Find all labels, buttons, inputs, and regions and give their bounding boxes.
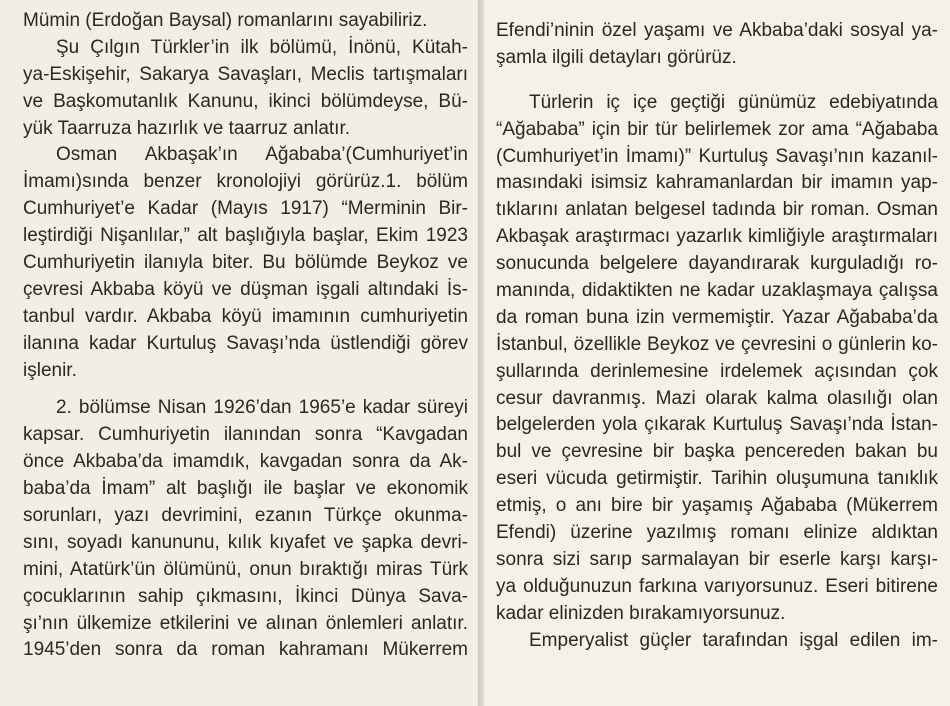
text-line: Efendi) üzerine yazılmış romanı elinize aldıktan [496, 522, 938, 544]
text-line: sonucunda belgelere dayandırarak kurguladığı ro- [496, 253, 938, 275]
text-line: Akbaşak araştırmacı yazarlık kimliğiyle araştırmaları [496, 226, 938, 248]
text-line: İstanbul, özellikle Beykoz ve çevresini o günlerin ko- [496, 333, 938, 355]
right-text-column [484, 0, 950, 654]
text-line: yük Taarruza hazırlık ve taarruz anlatır. [23, 117, 351, 139]
text-line: ve Başkomutanlık Kanunu, ikinci bölümdeyse, Bü- [23, 90, 468, 112]
text-line: tıklarını anlatan belgesel tadında bir roman. Osman [496, 199, 938, 221]
text-line: kapsar. Cumhuriyetin ilanından sonra “Kavgadan [23, 424, 468, 446]
text-line: işlenir. [23, 359, 77, 381]
text-line: İmamı)sında benzer kronolojiyi görürüz.1. bölüm [23, 171, 468, 193]
text-line: masındaki isimsiz kahramanlardan bir imamın yap- [496, 172, 938, 194]
text-line: sonra sizi sarıp sarmalayan bir eserle karşı karşı- [496, 548, 938, 570]
text-line: ilanına kadar Kurtuluş Savaşı’nda üstlendiği görev [23, 332, 468, 354]
text-line: Efendi’ninin özel yaşamı ve Akbaba’daki sosyal ya- [496, 20, 938, 41]
text-line: Emperyalist güçler tarafından işgal edilen im- [529, 629, 938, 651]
text-line: da roman buna izin vermemiştir. Yazar Ağababa’da [496, 306, 938, 328]
text-line: belgelerden yola çıkarak Kurtuluş Savaşı’nda İstan- [496, 414, 938, 436]
text-line: eseri vücuda getirmiştir. Tarihin oluşumuna tanıklık [496, 468, 938, 490]
text-line: etmiş, o anı bire bir yaşamış Ağababa (Mükerrem [496, 495, 938, 517]
left-text-column [0, 0, 478, 664]
text-line: (Cumhuriyet’in İmamı)” Kurtuluş Savaşı’nın kazanıl- [496, 145, 938, 167]
text-line: “Ağababa” için bir tür belirlemek zor ama “Ağababa [496, 118, 938, 140]
paragraph-gap [496, 72, 938, 90]
text-line: tanbul vardır. Akbaba köyü imamının cumhuriyetin [23, 305, 468, 327]
text-line: ya olduğunuzun farkına varıyorsunuz. Eseri bitirene [496, 575, 938, 597]
text-line: baba’da İmam” alt başlığı ile başlar ve ekonomik [23, 478, 468, 500]
text-line: sını, soyadı kanununu, kılık kıyafet ve şapka devri- [23, 531, 468, 553]
text-line: 2. bölümse Nisan 1926’dan 1965’e kadar süreyi [56, 397, 468, 419]
text-line: mini, Atatürk’ün ölümünü, onun bıraktığı miras Türk [23, 558, 468, 580]
text-line: Türlerin iç içe geçtiği günümüz edebiyatında [529, 91, 938, 113]
text-line: önce Akbaba’da imamdık, kavgadan sonra da Ak- [23, 451, 468, 473]
text-line: cesur davranmış. Mazi olarak kalma olasılığı olan [496, 387, 938, 409]
text-line: Cumhuriyetin ilanıyla biter. Bu bölümde Beykoz ve [23, 252, 468, 274]
text-line: bul ve çevresine bir başka pencereden bakan bu [496, 441, 938, 463]
text-line: 1945’den sonra da roman kahramanı Mükerrem [23, 639, 468, 661]
text-line: şamla ilgili detayları görürüz. [496, 46, 737, 68]
text-line: manında, didaktikten ne kadar uzaklaşmaya çalışsa [496, 280, 938, 302]
text-line: leştirdiği Nişanlılar,” alt başlığıyla başlar, Ekim 1923 [23, 225, 468, 247]
text-line: Şu Çılgın Türkler’in ilk bölümü, İnönü, Kütah- [56, 36, 468, 58]
paragraph-gap [23, 384, 468, 395]
text-line: Cumhuriyet’e Kadar (Mayıs 1917) “Merminin Bir- [23, 198, 468, 220]
text-line: şullarında derinlemesine irdelemek açısından çok [496, 360, 938, 382]
text-line: Osman Akbaşak’ın Ağababa’(Cumhuriyet’in [56, 144, 468, 166]
text-line: kadar elinizden bırakamıyorsunuz. [496, 602, 786, 624]
right-page [484, 0, 950, 706]
text-line: Mümin (Erdoğan Baysal) romanlarını sayabiliriz. [23, 10, 428, 31]
text-line: şı’nın ülkemize etkilerini ve alınan önlemleri anlatır. [23, 612, 468, 634]
text-line: çocuklarının sahip çıkmasını, İkinci Dünya Sava- [23, 585, 468, 607]
text-line: sorunları, yazı devrimini, ezanın Türkçe okunma- [23, 505, 468, 527]
text-line: ya-Eskişehir, Sakarya Savaşları, Meclis tartışmaları [23, 63, 468, 85]
text-line: çevresi Akbaba köyü ve düşman işgali altındaki İs- [23, 278, 468, 300]
